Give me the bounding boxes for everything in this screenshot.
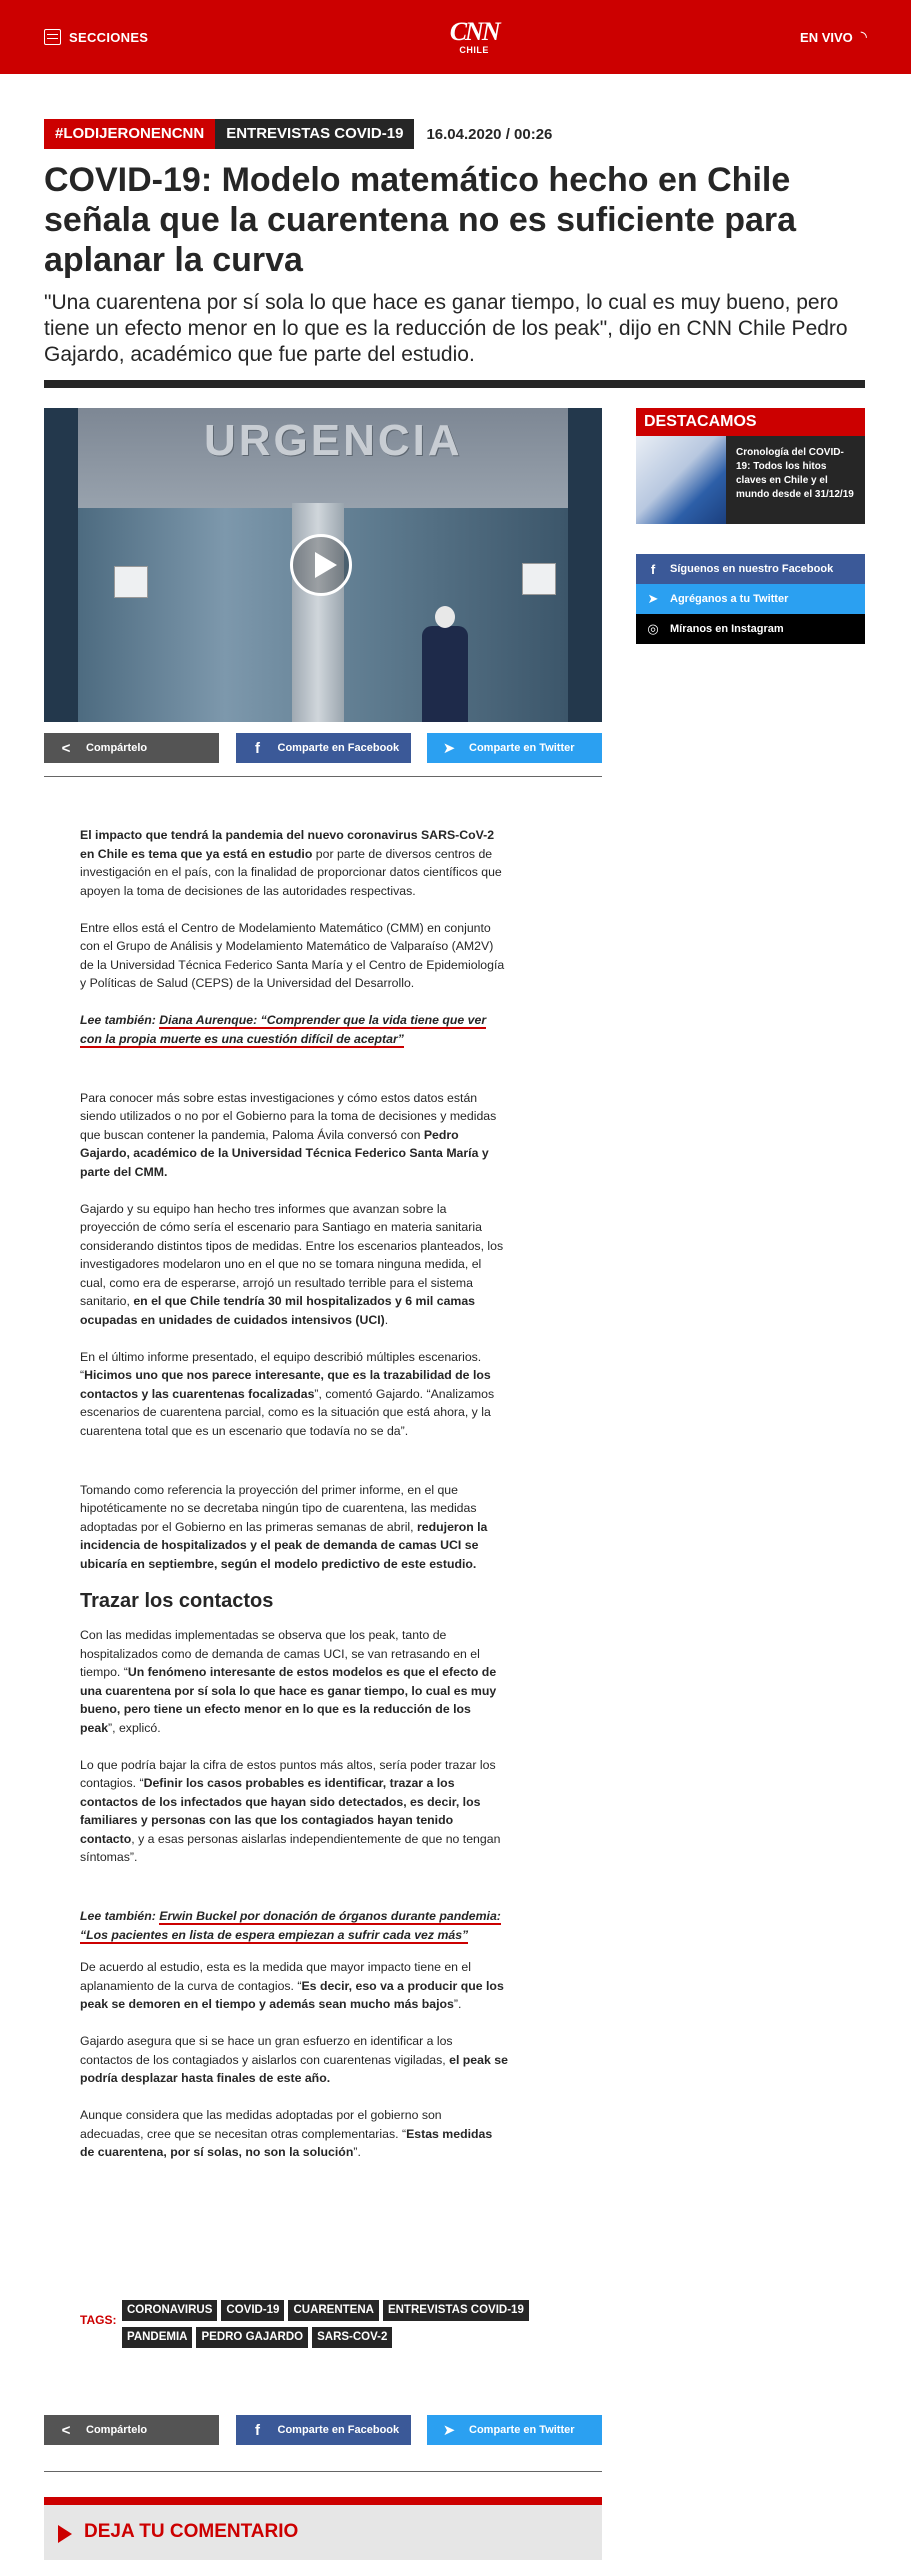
share-button[interactable] [44,2415,219,2445]
share-facebook-label: Comparte en Facebook [277,2424,400,2436]
article-lead: "Una cuarentena por sí sola lo que hace es ganar tiempo, lo cual es muy bueno, pero tiene un efecto menor en lo que es la reducción de los peak", dijo en CNN Chile Pedro Gajardo, académico que fue parte del estudio. [44,291,848,366]
highlight-thumbnail [636,436,726,524]
tag-item[interactable]: COVID-19 [221,2300,284,2321]
divider [44,380,865,388]
share-bar-bottom [44,2415,602,2445]
sections-label: SECCIONES [69,29,149,45]
paragraph: De acuerdo al estudio, esta es la medida que mayor impacto tiene en el aplanamiento de la curva de contagios. “Es decir, eso va a producir que los peak se demoren en el tiempo y además sean mucho más bajos”. [80,1960,504,2011]
logo-sub: CHILE [459,45,489,55]
share-facebook-button[interactable] [236,733,411,763]
tag-item[interactable]: CUARENTENA [288,2300,379,2321]
top-navigation-bar [0,0,911,74]
tags-list [122,2300,602,2348]
paragraph: El impacto que tendrá la pandemia del nuevo coronavirus SARS-CoV-2 en Chile es tema que ya está en estudio por parte de diversos centros de investigación en el país, con la finalidad de proporcionar datos científicos que apoyen la toma de decisiones de las autoridades respectivas. [80,828,502,898]
follow-instagram-link[interactable] [636,614,865,644]
see-also-link[interactable]: Lee también: Diana Aurenque: “Comprender que la vida tiene que ver con la propia muerte es una cuestión difícil de aceptar” [80,1013,487,1046]
paragraph: Para conocer más sobre estas investigaciones y cómo estos datos están siendo utilizados o no por el Gobierno para la toma de decisiones y medidas que buscan contener la pandemia, Paloma Ávila conversó con Pedro Gajardo, académico de la Universidad Técnica Federico Santa María y parte del CMM. [80,1090,497,1179]
share-icon: < [61,2421,71,2439]
video-poster-sign [522,563,556,595]
tags-label: TAGS: [80,2313,117,2327]
video-player[interactable] [44,408,602,722]
social-links [636,554,865,644]
share-icon: < [61,739,71,757]
article-meta [44,119,552,149]
follow-facebook-label: Síguenos en nuestro Facebook [670,563,834,575]
share-twitter-button[interactable] [427,2415,602,2445]
paragraph: Aunque considera que las medidas adoptadas por el gobierno son adecuadas, cree que se necesitan otras complementarias. “Estas medidas de cuarentena, por sí solas, no son la solución”. [80,2108,493,2159]
paragraph: Tomando como referencia la proyección del primer informe, en el que hipotéticamente no se decretaba ningún tipo de cuarentena, las medidas adoptadas por el Gobierno en las primeras semanas de abril, redujeron la incidencia de hospitalizados y el peak de demanda de camas UCI se ubicaría en septiembre, según el modelo predictivo de este estudio. [80,1482,488,1571]
paragraph: Lo que podría bajar la cifra de estos puntos más altos, sería poder trazar los contagios. “Definir los casos probables es identificar, trazar a los contactos de los infectados que hayan sido detectados, es decir, los familiares y personas con las que los contagiados hayan tenido contacto, y a esas personas aislarlas independientemente de que no tengan síntomas”. [80,1757,501,1864]
section-tag[interactable]: #LODIJERONENCNN [44,119,215,149]
video-poster-sign [114,566,148,598]
highlight-card-title: Cronología del COVID-19: Todos los hitos claves en Chile y el mundo desde el 31/12/19 [736,447,854,500]
highlight-card[interactable] [636,436,865,524]
comments-section-toggle[interactable] [44,2497,602,2560]
share-label: Compártelo [86,742,148,754]
sidebar [636,408,865,644]
sections-menu-button[interactable] [44,29,148,45]
divider [44,2471,602,2472]
paragraph: En el último informe presentado, el equipo describió múltiples escenarios. “Hicimos uno que nos parece interesante, que es la trazabilidad de los contactos y las cuarentenas focalizadas”, comentó Gajardo. “Analizamos escenarios de cuarentena parcial, como es la situación que está ahora, y la cuarentena total que es un escenario que todavía no se da”. [80,1349,495,1438]
broadcast-icon: ◝ [860,29,867,46]
logo-main: CNN [449,17,499,46]
twitter-icon: ➤ [647,591,659,606]
paragraph: Entre ellos está el Centro de Modelamiento Matemático (CMM) en conjunto con el Grupo de Análisis y Modelamiento Matemático de Valparaíso (AM2V) de la Universidad Técnica Federico Santa María y el Centro de Epidemiología y Políticas de Salud (CEPS) de la Universidad del Desarrollo. [80,920,505,990]
publish-date: 16.04.2020 / 00:26 [426,125,553,143]
category-tag[interactable]: ENTREVISTAS COVID-19 [215,119,414,149]
tag-item[interactable]: ENTREVISTAS COVID-19 [383,2300,529,2321]
instagram-icon: ◎ [647,621,659,636]
share-label: Compártelo [86,2424,148,2436]
section-heading: Trazar los contactos [80,1589,274,1612]
follow-twitter-link[interactable] [636,584,865,614]
article-title: COVID-19: Modelo matemático hecho en Chile señala que la cuarentena no es suficiente para aplanar la curva [44,161,797,279]
share-twitter-label: Comparte en Twitter [469,742,575,754]
follow-instagram-label: Míranos en Instagram [670,623,784,635]
video-sign-text: URGENCIA [204,416,463,465]
twitter-icon: ➤ [442,2422,456,2439]
video-person [416,606,474,722]
live-button[interactable] [800,27,867,47]
facebook-icon: f [255,739,260,757]
comments-title: DEJA TU COMENTARIO [84,2521,299,2542]
tag-item[interactable]: PANDEMIA [122,2327,192,2348]
article-body [80,826,508,2180]
tag-item[interactable]: SARS-COV-2 [312,2327,392,2348]
share-facebook-button[interactable] [236,2415,411,2445]
paragraph: Gajardo y su equipo han hecho tres informes que avanzan sobre la proyección de cómo sería el escenario para Santiago en materia sanitaria considerando distintos tipos de medidas. Entre los escenarios planteados, los investigadores modelaron uno en el que no se tomara ninguna medida, el cual, como era de esperarse, arrojó un resultado terrible para el sistema sanitario, en el que Chile tendría 30 mil hospitalizados y 6 mil camas ocupadas en unidades de cuidados intensivos (UCI). [80,1201,504,1327]
share-twitter-button[interactable] [427,733,602,763]
share-bar-top [44,733,602,763]
divider [44,776,602,777]
twitter-icon: ➤ [442,740,456,757]
paragraph: Con las medidas implementadas se observa que los peak, tanto de hospitalizados como de demanda de camas UCI, se van retrasando en el tiempo. “Un fenómeno interesante de estos modelos es que el efecto de una cuarentena por sí sola lo que hace es ganar tiempo, lo cual es muy bueno, pero tiene un efecto menor en lo que es la reducción de los peak”, explicó. [80,1628,497,1735]
tag-item[interactable]: CORONAVIRUS [122,2300,217,2321]
see-also-link[interactable]: Lee también: Erwin Buckel por donación de órganos durante pandemia: “Los pacientes en lista de espera empiezan a sufrir cada vez más” [80,1909,501,1942]
share-button[interactable] [44,733,219,763]
follow-twitter-label: Agréganos a tu Twitter [670,593,789,605]
highlights-title: DESTACAMOS [636,408,865,436]
cnn-chile-logo[interactable] [450,19,499,55]
facebook-icon: f [255,2421,260,2439]
tag-item[interactable]: PEDRO GAJARDO [196,2327,308,2348]
play-icon[interactable] [290,534,352,596]
follow-facebook-link[interactable] [636,554,865,584]
share-twitter-label: Comparte en Twitter [469,2424,575,2436]
caret-right-icon [58,2525,72,2543]
facebook-icon: f [650,561,656,577]
menu-icon [44,29,61,45]
live-label: EN VIVO [800,29,853,45]
share-facebook-label: Comparte en Facebook [277,742,400,754]
paragraph: Gajardo asegura que si se hace un gran esfuerzo en identificar a los contactos de los contagiados y aislarlos con cuarentenas vigiladas, el peak se podría desplazar hasta finales de este año. [80,2034,508,2085]
